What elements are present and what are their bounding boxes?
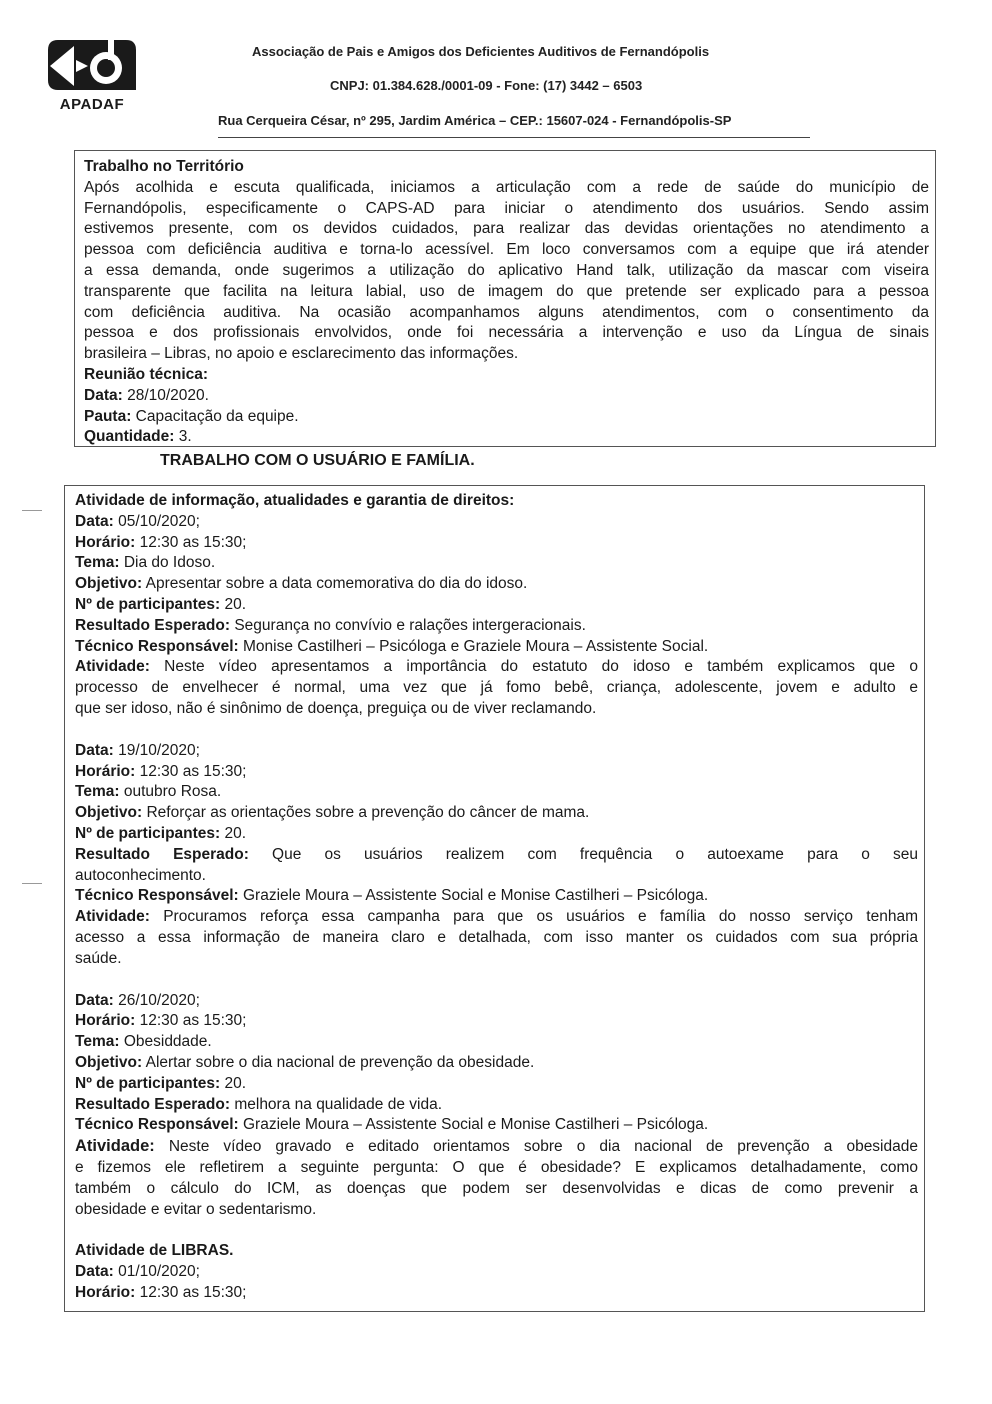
a1-tema: Tema: Dia do Idoso. xyxy=(75,554,216,572)
a3-atividade: Atividade: Neste vídeo gravado e editado orientamos sobre o dia nacional de prevenção a obesidade xyxy=(75,1137,918,1156)
info-title: Atividade de informação, atualidades e garantia de direitos: xyxy=(75,492,515,509)
a3-atividade-line: obesidade e evitar o sedentarismo. xyxy=(75,1200,317,1218)
activities-box xyxy=(64,485,925,1312)
a1-objetivo: Objetivo: Apresentar sobre a data comemorativa do dia do idoso. xyxy=(75,575,528,593)
libras-horario: Horário: 12:30 as 15:30; xyxy=(75,1283,247,1301)
a1-data: Data: 05/10/2020; xyxy=(75,512,200,530)
reuniao-title: Reunião técnica: xyxy=(84,365,209,383)
a3-atividade-line: e fizemos ele refletirem a seguinte pergunta: O que é obesidade? E explicamos detalhadamente, como xyxy=(75,1158,918,1176)
a2-resultado: Resultado Esperado: Que os usuários realizem com frequência o autoexame para o seu xyxy=(75,845,919,863)
letterhead xyxy=(0,0,992,150)
reuniao-data: Data: 28/10/2020. xyxy=(84,386,209,404)
a2-atividade: Atividade: Procuramos reforça essa campanha para que os usuários e família do nosso serviço tenham xyxy=(75,908,918,926)
a2-horario: Horário: 12:30 as 15:30; xyxy=(75,762,247,780)
territorio-line: Após acolhida e escuta qualificada, iniciamos a articulação com a rede de saúde do município de xyxy=(84,178,929,196)
territorio-line: brasileira – Libras, no apoio e esclarecimento das informações. xyxy=(84,345,519,363)
territorio-line: transparente que facilita na leitura labial, uso de imagem do que pretende ser explicado para a pessoa xyxy=(84,282,929,300)
org-name: Associação de Pais e Amigos dos Deficientes Auditivos de Fernandópolis xyxy=(252,44,710,59)
a3-objetivo: Objetivo: Alertar sobre o dia nacional de prevenção da obesidade. xyxy=(75,1053,535,1071)
section-title: TRABALHO COM O USUÁRIO E FAMÍLIA. xyxy=(160,452,475,469)
territorio-line: Fernandópolis, especificamente o CAPS-AD para iniciar o atendimento dos usuários. Sendo assim xyxy=(84,199,929,217)
logo-text: APADAF xyxy=(59,96,125,113)
territorio-box xyxy=(74,150,936,447)
a3-tema: Tema: Obesiddade. xyxy=(75,1033,212,1051)
a1-tecnico: Técnico Responsável: Monise Castilheri – Psicóloga e Graziele Moura – Assistente Social. xyxy=(75,637,709,655)
a1-horario: Horário: 12:30 as 15:30; xyxy=(75,533,247,551)
header-divider xyxy=(218,137,810,138)
territorio-title: Trabalho no Território xyxy=(84,158,244,175)
a1-participantes: Nº de participantes: 20. xyxy=(75,595,247,613)
a2-participantes: Nº de participantes: 20. xyxy=(75,824,247,842)
a2-objetivo: Objetivo: Reforçar as orientações sobre a prevenção do câncer de mama. xyxy=(75,804,590,822)
territorio-line: com deficiência auditiva. Na ocasião acompanhamos alguns atendimentos, com o consentimento da xyxy=(84,303,929,321)
a3-horario: Horário: 12:30 as 15:30; xyxy=(75,1012,247,1030)
margin-mark xyxy=(22,510,42,511)
a3-participantes: Nº de participantes: 20. xyxy=(75,1074,247,1092)
a2-tecnico: Técnico Responsável: Graziele Moura – Assistente Social e Monise Castilheri – Psicóloga. xyxy=(75,887,709,905)
territorio-line: pessoa e dos profissionais envolvidos, onde foi necessária a intervenção e uso da Língua de sinais xyxy=(84,324,929,342)
address: Rua Cerqueira César, nº 295, Jardim América – CEP.: 15607-024 - Fernandópolis-SP xyxy=(218,113,732,128)
a2-atividade-line: acesso a essa informação de maneira claro e detalhada, com isso manter os cuidados com sua própria xyxy=(75,928,918,946)
territorio-line: a essa demanda, onde sugerimos a utilização do aplicativo Hand talk, utilização da mascar com viseira xyxy=(84,261,929,279)
libras-data: Data: 01/10/2020; xyxy=(75,1263,200,1281)
a3-data: Data: 26/10/2020; xyxy=(75,991,200,1009)
a2-atividade-line: saúde. xyxy=(75,949,122,967)
reuniao-quantidade: Quantidade: 3. xyxy=(84,428,192,446)
territorio-line: pessoa com deficiência auditiva e torna-lo acessível. Em loco conversamos com a equipe que irá atender xyxy=(84,241,929,259)
a3-atividade-line: também o cálculo do ICM, as doenças que podem ser desenvolvidas e dicas de como prevenir a xyxy=(75,1179,918,1197)
a2-resultado-line: autoconhecimento. xyxy=(75,866,206,884)
cnpj-phone: CNPJ: 01.384.628./0001-09 - Fone: (17) 3442 – 6503 xyxy=(330,78,643,93)
a3-tecnico: Técnico Responsável: Graziele Moura – Assistente Social e Monise Castilheri – Psicóloga. xyxy=(75,1116,709,1134)
a1-atividade: Atividade: Neste vídeo apresentamos a importância do estatuto do idoso e também explicamos que o xyxy=(75,658,918,676)
libras-title: Atividade de LIBRAS. xyxy=(75,1242,234,1260)
a1-resultado: Resultado Esperado: Segurança no convívio e ralações intergeracionais. xyxy=(75,616,586,634)
a2-data: Data: 19/10/2020; xyxy=(75,741,200,759)
a2-tema: Tema: outubro Rosa. xyxy=(75,783,222,801)
margin-mark xyxy=(22,883,42,884)
reuniao-pauta: Pauta: Capacitação da equipe. xyxy=(84,407,299,425)
a3-resultado: Resultado Esperado: melhora na qualidade de vida. xyxy=(75,1095,443,1113)
territorio-line: estivemos presente, com os devidos cuidados, para realizar das devidas orientações no atendimento a xyxy=(84,220,929,238)
a1-atividade-line: que ser idoso, não é sinônimo de doença, preguiça ou de viver reclamando. xyxy=(75,699,597,717)
a1-atividade-line: processo de envelhecer é normal, uma vez que já fomo bebê, criança, adolescente, jovem e adulto e xyxy=(75,679,918,697)
